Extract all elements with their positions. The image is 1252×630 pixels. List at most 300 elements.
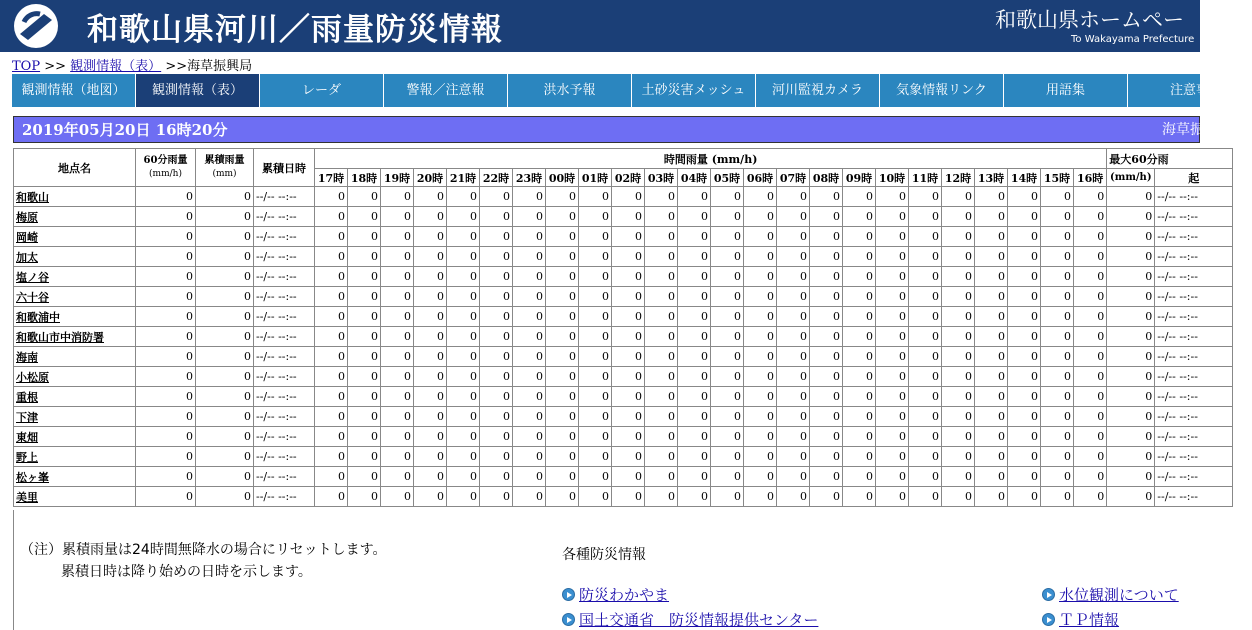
hourly-rain-cell: 0 (909, 187, 942, 207)
hourly-rain-cell: 0 (579, 367, 612, 387)
hourly-rain-cell: 0 (315, 367, 348, 387)
hourly-rain-cell: 0 (579, 407, 612, 427)
hourly-rain-cell: 0 (414, 307, 447, 327)
rain-60min-cell: 0 (136, 207, 196, 227)
max-60min-cell: 0 (1107, 187, 1155, 207)
hourly-rain-cell: 0 (381, 427, 414, 447)
hourly-rain-cell: 0 (414, 367, 447, 387)
hourly-rain-cell: 0 (876, 367, 909, 387)
hourly-rain-cell: 0 (480, 307, 513, 327)
hourly-rain-cell: 0 (975, 387, 1008, 407)
max-time-cell: --/-- --:-- (1155, 367, 1233, 387)
hourly-rain-cell: 0 (414, 467, 447, 487)
note-line-2: 累積日時は降り始めの日時を示します。 (61, 564, 312, 580)
hourly-rain-cell: 0 (678, 467, 711, 487)
hourly-rain-cell: 0 (645, 187, 678, 207)
rain-cumulative-cell: 0 (196, 227, 254, 247)
station-link[interactable]: 松ヶ峯 (16, 470, 49, 484)
hourly-rain-cell: 0 (1074, 187, 1107, 207)
hourly-rain-cell: 0 (447, 447, 480, 467)
header-max: 最大60分雨 (1107, 149, 1233, 169)
cumulative-time-cell: --/-- --:-- (254, 427, 315, 447)
hourly-rain-cell: 0 (480, 327, 513, 347)
hourly-rain-cell: 0 (678, 307, 711, 327)
hourly-rain-cell: 0 (579, 267, 612, 287)
rain-cumulative-cell: 0 (196, 207, 254, 227)
breadcrumb-top-link[interactable]: TOP (12, 59, 41, 74)
hourly-rain-cell: 0 (381, 187, 414, 207)
hourly-rain-cell: 0 (909, 327, 942, 347)
hourly-rain-cell: 0 (909, 487, 942, 507)
wakayama-logo-icon[interactable] (0, 0, 78, 52)
rain-cumulative-cell: 0 (196, 427, 254, 447)
hourly-rain-cell: 0 (876, 327, 909, 347)
link-bosai-wakayama-anchor[interactable]: 防災わかやま (579, 586, 670, 604)
hourly-rain-cell: 0 (579, 487, 612, 507)
hourly-rain-cell: 0 (348, 327, 381, 347)
table-row (14, 247, 1233, 267)
hourly-rain-cell: 0 (480, 467, 513, 487)
station-name-cell (14, 307, 136, 327)
pref-home-link[interactable]: 和歌山県ホームペー (995, 8, 1184, 32)
hourly-rain-cell: 0 (876, 187, 909, 207)
hourly-rain-cell: 0 (546, 207, 579, 227)
hourly-rain-cell: 0 (612, 387, 645, 407)
cumulative-time-cell: --/-- --:-- (254, 187, 315, 207)
station-name-cell (14, 247, 136, 267)
hourly-rain-cell: 0 (876, 227, 909, 247)
header-hour: 17時 (315, 169, 348, 187)
hourly-rain-cell: 0 (942, 247, 975, 267)
hourly-rain-cell: 0 (1074, 387, 1107, 407)
header-hour: 11時 (909, 169, 942, 187)
hourly-rain-cell: 0 (1041, 367, 1074, 387)
hourly-rain-cell: 0 (513, 387, 546, 407)
hourly-rain-cell: 0 (381, 487, 414, 507)
hourly-rain-cell: 0 (711, 207, 744, 227)
breadcrumb-separator: >> (44, 59, 67, 74)
hourly-rain-cell: 0 (1008, 207, 1041, 227)
hourly-rain-cell: 0 (678, 327, 711, 347)
station-name-cell (14, 287, 136, 307)
rain-60min-cell: 0 (136, 427, 196, 447)
station-link[interactable]: 和歌山 (16, 190, 49, 204)
hourly-rain-cell: 0 (1008, 347, 1041, 367)
hourly-rain-cell: 0 (975, 287, 1008, 307)
hourly-rain-cell: 0 (876, 467, 909, 487)
hourly-rain-cell: 0 (612, 427, 645, 447)
breadcrumb-obs-link[interactable]: 観測情報（表） (70, 59, 162, 74)
station-link[interactable]: 小松原 (16, 370, 49, 384)
header-hour: 08時 (810, 169, 843, 187)
rain-cumulative-cell: 0 (196, 267, 254, 287)
hourly-rain-cell: 0 (744, 287, 777, 307)
hourly-rain-cell: 0 (612, 287, 645, 307)
hourly-rain-cell: 0 (744, 227, 777, 247)
hourly-rain-cell: 0 (678, 347, 711, 367)
hourly-rain-cell: 0 (876, 387, 909, 407)
hourly-rain-cell: 0 (1041, 187, 1074, 207)
hourly-rain-cell: 0 (744, 207, 777, 227)
hourly-rain-cell: 0 (777, 327, 810, 347)
table-row (14, 367, 1233, 387)
hourly-rain-cell: 0 (315, 487, 348, 507)
rainfall-table (13, 148, 1233, 507)
arrow-bullet-icon (562, 613, 575, 626)
rainfall-table-body (14, 187, 1233, 507)
hourly-rain-cell: 0 (348, 447, 381, 467)
link-mlit-center-anchor[interactable]: 国土交通省 防災情報提供センター (579, 611, 819, 629)
header-60min (136, 149, 196, 187)
hourly-rain-cell: 0 (777, 247, 810, 267)
table-row (14, 347, 1233, 367)
station-link[interactable]: 六十谷 (16, 290, 49, 304)
nav-obs-map[interactable]: 観測情報（地図） (12, 74, 136, 107)
hourly-rain-cell: 0 (777, 367, 810, 387)
hourly-rain-cell: 0 (1008, 307, 1041, 327)
header-hour: 15時 (1041, 169, 1074, 187)
hourly-rain-cell: 0 (447, 247, 480, 267)
hourly-rain-cell: 0 (678, 367, 711, 387)
table-row (14, 307, 1233, 327)
table-row (14, 467, 1233, 487)
hourly-rain-cell: 0 (777, 287, 810, 307)
hourly-rain-cell: 0 (942, 227, 975, 247)
hourly-rain-cell: 0 (645, 467, 678, 487)
hourly-rain-cell: 0 (513, 307, 546, 327)
breadcrumb-separator: >> (165, 59, 188, 74)
hourly-rain-cell: 0 (612, 247, 645, 267)
rain-cumulative-cell: 0 (196, 447, 254, 467)
hourly-rain-cell: 0 (711, 287, 744, 307)
max-60min-cell: 0 (1107, 247, 1155, 267)
station-link[interactable]: 美里 (16, 490, 38, 504)
rain-60min-cell: 0 (136, 387, 196, 407)
max-time-cell: --/-- --:-- (1155, 447, 1233, 467)
hourly-rain-cell: 0 (810, 307, 843, 327)
arrow-bullet-icon (1042, 613, 1055, 626)
nav-notes[interactable]: 注意事 (1128, 74, 1252, 107)
hourly-rain-cell: 0 (942, 407, 975, 427)
pref-home-en-link[interactable]: To Wakayama Prefecture (1071, 34, 1195, 45)
hourly-rain-cell: 0 (414, 267, 447, 287)
hourly-rain-cell: 0 (810, 367, 843, 387)
rain-60min-cell: 0 (136, 327, 196, 347)
hourly-rain-cell: 0 (348, 267, 381, 287)
hourly-rain-cell: 0 (645, 427, 678, 447)
nav-landslide-mesh[interactable]: 土砂災害メッシュ (632, 74, 756, 107)
hourly-rain-cell: 0 (711, 267, 744, 287)
max-time-cell: --/-- --:-- (1155, 187, 1233, 207)
station-link[interactable]: 海南 (16, 350, 38, 364)
hourly-rain-cell: 0 (843, 207, 876, 227)
hourly-rain-cell: 0 (612, 487, 645, 507)
station-link[interactable]: 野上 (16, 450, 38, 464)
header-hour: 13時 (975, 169, 1008, 187)
hourly-rain-cell: 0 (876, 287, 909, 307)
station-name-cell (14, 447, 136, 467)
header-hour: 03時 (645, 169, 678, 187)
hourly-rain-cell: 0 (348, 207, 381, 227)
hourly-rain-cell: 0 (315, 247, 348, 267)
hourly-rain-cell: 0 (909, 307, 942, 327)
hourly-rain-cell: 0 (777, 227, 810, 247)
hourly-rain-cell: 0 (381, 267, 414, 287)
hourly-rain-cell: 0 (414, 487, 447, 507)
hourly-rain-cell: 0 (909, 247, 942, 267)
header-hour: 07時 (777, 169, 810, 187)
hourly-rain-cell: 0 (513, 447, 546, 467)
station-link[interactable]: 和歌浦中 (16, 310, 60, 324)
cumulative-time-cell: --/-- --:-- (254, 367, 315, 387)
hourly-rain-cell: 0 (414, 387, 447, 407)
station-link[interactable]: 東畑 (16, 430, 38, 444)
hourly-rain-cell: 0 (1074, 467, 1107, 487)
hourly-rain-cell: 0 (480, 207, 513, 227)
cumulative-time-cell: --/-- --:-- (254, 207, 315, 227)
hourly-rain-cell: 0 (315, 307, 348, 327)
hourly-rain-cell: 0 (843, 387, 876, 407)
hourly-rain-cell: 0 (447, 307, 480, 327)
hourly-rain-cell: 0 (1041, 227, 1074, 247)
hourly-rain-cell: 0 (942, 467, 975, 487)
station-link[interactable]: 梅原 (16, 210, 38, 224)
hourly-rain-cell: 0 (612, 407, 645, 427)
hourly-rain-cell: 0 (1041, 347, 1074, 367)
rain-60min-cell: 0 (136, 407, 196, 427)
hourly-rain-cell: 0 (1074, 267, 1107, 287)
link-mlit-center (562, 609, 818, 630)
hourly-rain-cell: 0 (579, 287, 612, 307)
hourly-rain-cell: 0 (1041, 427, 1074, 447)
hourly-rain-cell: 0 (612, 347, 645, 367)
hourly-rain-cell: 0 (414, 327, 447, 347)
hourly-rain-cell: 0 (678, 427, 711, 447)
station-link[interactable]: 岡崎 (16, 230, 38, 244)
hourly-rain-cell: 0 (579, 447, 612, 467)
cumulative-time-cell: --/-- --:-- (254, 347, 315, 367)
hourly-rain-cell: 0 (810, 227, 843, 247)
hourly-rain-cell: 0 (909, 407, 942, 427)
rain-cumulative-cell: 0 (196, 367, 254, 387)
max-time-cell: --/-- --:-- (1155, 307, 1233, 327)
hourly-rain-cell: 0 (711, 407, 744, 427)
rain-60min-cell: 0 (136, 287, 196, 307)
hourly-rain-cell: 0 (381, 287, 414, 307)
rain-cumulative-cell: 0 (196, 387, 254, 407)
hourly-rain-cell: 0 (711, 247, 744, 267)
hourly-rain-cell: 0 (348, 287, 381, 307)
header-hour: 16時 (1074, 169, 1107, 187)
station-name-cell (14, 267, 136, 287)
hourly-rain-cell: 0 (810, 427, 843, 447)
hourly-rain-cell: 0 (447, 367, 480, 387)
breadcrumb (12, 55, 252, 74)
hourly-rain-cell: 0 (975, 327, 1008, 347)
header-hour: 09時 (843, 169, 876, 187)
hourly-rain-cell: 0 (678, 407, 711, 427)
rain-60min-cell: 0 (136, 347, 196, 367)
hourly-rain-cell: 0 (1074, 427, 1107, 447)
max-60min-cell: 0 (1107, 447, 1155, 467)
header-hour: 12時 (942, 169, 975, 187)
table-row (14, 187, 1233, 207)
hourly-rain-cell: 0 (480, 347, 513, 367)
hourly-rain-cell: 0 (975, 187, 1008, 207)
hourly-rain-cell: 0 (447, 267, 480, 287)
hourly-rain-cell: 0 (480, 487, 513, 507)
max-60min-cell: 0 (1107, 487, 1155, 507)
link-tp-info-anchor[interactable]: ＴＰ情報 (1059, 611, 1120, 629)
max-time-cell: --/-- --:-- (1155, 427, 1233, 447)
hourly-rain-cell: 0 (315, 327, 348, 347)
hourly-rain-cell: 0 (810, 407, 843, 427)
hourly-rain-cell: 0 (1008, 447, 1041, 467)
station-name-cell (14, 487, 136, 507)
hourly-rain-cell: 0 (381, 307, 414, 327)
nav-glossary[interactable]: 用語集 (1004, 74, 1128, 107)
hourly-rain-cell: 0 (975, 307, 1008, 327)
max-time-cell: --/-- --:-- (1155, 467, 1233, 487)
hourly-rain-cell: 0 (909, 447, 942, 467)
hourly-rain-cell: 0 (678, 247, 711, 267)
hourly-rain-cell: 0 (1008, 267, 1041, 287)
hourly-rain-cell: 0 (843, 307, 876, 327)
hourly-rain-cell: 0 (1008, 387, 1041, 407)
nav-weather-links[interactable]: 気象情報リンク (880, 74, 1004, 107)
station-name-cell (14, 327, 136, 347)
hourly-rain-cell: 0 (1074, 407, 1107, 427)
hourly-rain-cell: 0 (909, 287, 942, 307)
station-name-cell (14, 227, 136, 247)
cumulative-time-cell: --/-- --:-- (254, 327, 315, 347)
hourly-rain-cell: 0 (1008, 367, 1041, 387)
rain-cumulative-cell: 0 (196, 307, 254, 327)
hourly-rain-cell: 0 (1008, 327, 1041, 347)
rain-60min-cell: 0 (136, 187, 196, 207)
hourly-rain-cell: 0 (612, 367, 645, 387)
hourly-rain-cell: 0 (381, 367, 414, 387)
link-water-level-anchor[interactable]: 水位観測について (1059, 586, 1179, 604)
nav-flood-forecast[interactable]: 洪水予報 (508, 74, 632, 107)
rain-60min-cell: 0 (136, 227, 196, 247)
station-link[interactable]: 下津 (16, 410, 38, 424)
hourly-rain-cell: 0 (1074, 347, 1107, 367)
hourly-rain-cell: 0 (348, 467, 381, 487)
hourly-rain-cell: 0 (447, 487, 480, 507)
arrow-bullet-icon (1042, 588, 1055, 601)
hourly-rain-cell: 0 (843, 487, 876, 507)
station-link[interactable]: 塩ノ谷 (16, 270, 49, 284)
hourly-rain-cell: 0 (447, 467, 480, 487)
station-name-cell (14, 427, 136, 447)
hourly-rain-cell: 0 (810, 247, 843, 267)
hourly-rain-cell: 0 (546, 227, 579, 247)
hourly-rain-cell: 0 (1041, 407, 1074, 427)
station-link[interactable]: 重根 (16, 390, 38, 404)
hourly-rain-cell: 0 (414, 227, 447, 247)
max-60min-cell: 0 (1107, 367, 1155, 387)
hourly-rain-cell: 0 (975, 267, 1008, 287)
nav-obs-table[interactable]: 観測情報（表） (136, 74, 260, 107)
hourly-rain-cell: 0 (744, 387, 777, 407)
nav-warnings[interactable]: 警報／注意報 (384, 74, 508, 107)
hourly-rain-cell: 0 (612, 447, 645, 467)
hourly-rain-cell: 0 (744, 487, 777, 507)
station-link[interactable]: 加太 (16, 250, 38, 264)
hourly-rain-cell: 0 (645, 287, 678, 307)
station-name-cell (14, 347, 136, 367)
max-60min-cell: 0 (1107, 307, 1155, 327)
max-60min-cell: 0 (1107, 287, 1155, 307)
hourly-rain-cell: 0 (810, 327, 843, 347)
max-60min-cell: 0 (1107, 387, 1155, 407)
table-row (14, 267, 1233, 287)
hourly-rain-cell: 0 (414, 187, 447, 207)
hourly-rain-cell: 0 (1041, 447, 1074, 467)
hourly-rain-cell: 0 (1008, 287, 1041, 307)
hourly-rain-cell: 0 (447, 407, 480, 427)
max-time-cell: --/-- --:-- (1155, 267, 1233, 287)
hourly-rain-cell: 0 (876, 347, 909, 367)
station-name-cell (14, 387, 136, 407)
hourly-rain-cell: 0 (1041, 287, 1074, 307)
hourly-rain-cell: 0 (546, 267, 579, 287)
header-hour: 04時 (678, 169, 711, 187)
hourly-rain-cell: 0 (579, 387, 612, 407)
hourly-rain-cell: 0 (942, 367, 975, 387)
link-tp-info (1042, 609, 1119, 630)
hourly-rain-cell: 0 (909, 387, 942, 407)
hourly-rain-cell: 0 (513, 287, 546, 307)
hourly-rain-cell: 0 (645, 327, 678, 347)
hourly-rain-cell: 0 (1041, 387, 1074, 407)
hourly-rain-cell: 0 (711, 387, 744, 407)
hourly-rain-cell: 0 (546, 487, 579, 507)
rain-cumulative-cell: 0 (196, 287, 254, 307)
hourly-rain-cell: 0 (777, 467, 810, 487)
header-cumulative (196, 149, 254, 187)
hourly-rain-cell: 0 (414, 427, 447, 447)
hourly-rain-cell: 0 (744, 187, 777, 207)
hourly-rain-cell: 0 (777, 447, 810, 467)
hourly-rain-cell: 0 (1041, 207, 1074, 227)
disaster-info-heading: 各種防災情報 (562, 547, 646, 563)
hourly-rain-cell: 0 (612, 187, 645, 207)
cumulative-time-cell: --/-- --:-- (254, 287, 315, 307)
nav-river-camera[interactable]: 河川監視カメラ (756, 74, 880, 107)
header-cumulative-label: 累積雨量 (204, 155, 245, 166)
hourly-rain-cell: 0 (447, 327, 480, 347)
hourly-rain-cell: 0 (1074, 447, 1107, 467)
cumulative-time-cell: --/-- --:-- (254, 387, 315, 407)
max-60min-cell: 0 (1107, 467, 1155, 487)
hourly-rain-cell: 0 (942, 347, 975, 367)
main-nav (12, 74, 1209, 107)
rainfall-table-container[interactable] (13, 148, 1200, 510)
hourly-rain-cell: 0 (381, 327, 414, 347)
hourly-rain-cell: 0 (909, 427, 942, 447)
header-hourly: 時間雨量 (mm/h) (315, 149, 1107, 169)
hourly-rain-cell: 0 (942, 387, 975, 407)
hourly-rain-cell: 0 (348, 347, 381, 367)
nav-radar[interactable]: レーダ (260, 74, 384, 107)
hourly-rain-cell: 0 (381, 467, 414, 487)
hourly-rain-cell: 0 (579, 207, 612, 227)
cumulative-time-cell: --/-- --:-- (254, 487, 315, 507)
station-link[interactable]: 和歌山市中消防署 (16, 330, 104, 344)
hourly-rain-cell: 0 (348, 427, 381, 447)
